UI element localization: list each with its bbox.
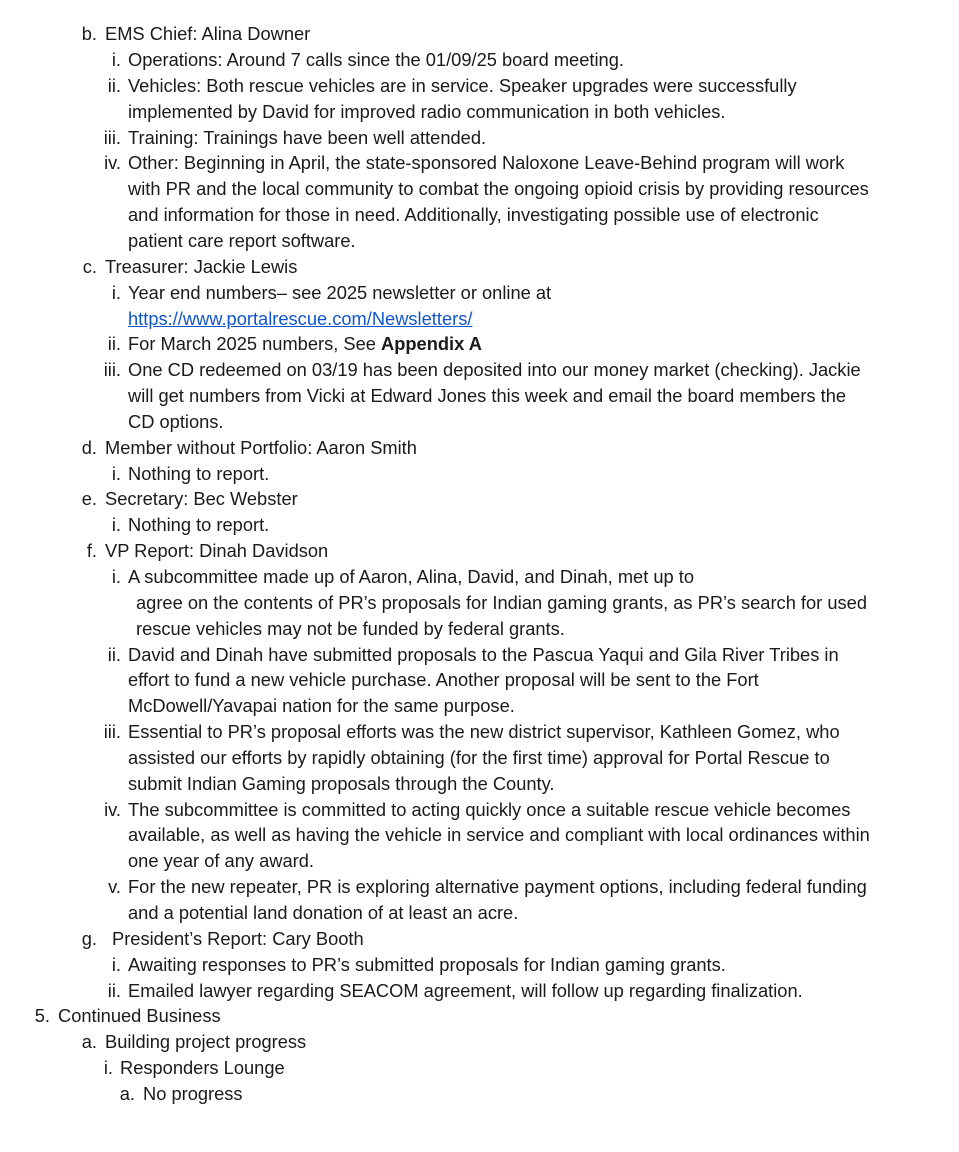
list-item: Essential to PR’s proposal efforts was the new district supervisor, Kathleen Gomez, who: [128, 721, 840, 742]
list-item: No progress: [143, 1083, 243, 1104]
list-marker: ii.: [107, 644, 121, 665]
list-item: Other: Beginning in April, the state-sponsored Naloxone Leave-Behind program will work: [128, 152, 845, 173]
list-marker: a.: [81, 1031, 97, 1052]
section-heading: Member without Portfolio: Aaron Smith: [105, 437, 417, 458]
list-marker: ii.: [107, 333, 121, 354]
list-marker: c.: [82, 256, 97, 277]
list-marker: v.: [108, 876, 121, 897]
list-marker: e.: [81, 488, 97, 509]
list-marker: g.: [81, 928, 97, 949]
list-marker: ii.: [107, 75, 121, 96]
list-marker: i.: [111, 282, 121, 303]
list-marker: i.: [103, 1057, 113, 1078]
list-item: Training: Trainings have been well attended.: [128, 127, 487, 148]
list-item: Emailed lawyer regarding SEACOM agreement, will follow up regarding finalization.: [128, 980, 803, 1001]
section-heading: President’s Report: Cary Booth: [112, 928, 364, 949]
list-item-continuation: McDowell/Yavapai nation for the same purpose.: [128, 695, 515, 716]
list-item-continuation: CD options.: [128, 411, 224, 432]
list-item: Awaiting responses to PR’s submitted proposals for Indian gaming grants.: [128, 954, 726, 975]
list-item: Operations: Around 7 calls since the 01/09/25 board meeting.: [128, 49, 624, 70]
newsletters-link[interactable]: https://www.portalrescue.com/Newsletters/: [128, 308, 473, 329]
list-marker: i.: [111, 49, 121, 70]
list-item-continuation: assisted our efforts by rapidly obtaining (for the first time) approval for Portal Rescue to: [128, 747, 830, 768]
list-item: Nothing to report.: [128, 463, 270, 484]
list-item: The subcommittee is committed to acting quickly once a suitable rescue vehicle becomes: [128, 799, 851, 820]
list-item: Building project progress: [105, 1031, 307, 1052]
list-marker: b.: [81, 23, 97, 44]
list-marker: a.: [119, 1083, 135, 1104]
list-marker: iv.: [104, 799, 121, 820]
list-item: Responders Lounge: [120, 1057, 285, 1078]
section-heading: Secretary: Bec Webster: [105, 488, 298, 509]
list-item-continuation: [128, 306, 472, 332]
list-marker: i.: [111, 566, 121, 587]
list-item-continuation: patient care report software.: [128, 230, 356, 251]
section-heading: EMS Chief: Alina Downer: [105, 23, 311, 44]
list-item-text: For March 2025 numbers, See: [128, 333, 382, 354]
list-item: A subcommittee made up of Aaron, Alina, David, and Dinah, met up to: [128, 566, 695, 587]
list-item-continuation: will get numbers from Vicki at Edward Jones this week and email the board members the: [128, 385, 847, 406]
list-item-continuation: implemented by David for improved radio communication in both vehicles.: [128, 101, 726, 122]
list-item-continuation: effort to fund a new vehicle purchase. Another proposal will be sent to the Fort: [128, 669, 759, 690]
list-item-continuation: rescue vehicles may not be funded by federal grants.: [136, 618, 565, 639]
list-marker: iv.: [104, 152, 121, 173]
list-item: David and Dinah have submitted proposals to the Pascua Yaqui and Gila River Tribes in: [128, 644, 839, 665]
list-marker: iii.: [103, 127, 121, 148]
list-marker: iii.: [103, 721, 121, 742]
list-marker: f.: [86, 540, 97, 561]
list-item-continuation: available, as well as having the vehicle in service and compliant with local ordinances within: [128, 824, 870, 845]
section-heading: Continued Business: [58, 1005, 221, 1026]
list-marker: i.: [111, 463, 121, 484]
list-item-continuation: submit Indian Gaming proposals through the County.: [128, 773, 555, 794]
list-marker: i.: [111, 954, 121, 975]
appendix-reference: Appendix A: [381, 333, 482, 354]
section-heading: VP Report: Dinah Davidson: [105, 540, 329, 561]
list-item-continuation: agree on the contents of PR’s proposals for Indian gaming grants, as PR’s search for used: [136, 592, 867, 613]
list-item: Year end numbers– see 2025 newsletter or online at: [128, 282, 552, 303]
list-marker: 5.: [34, 1005, 50, 1026]
section-heading: Treasurer: Jackie Lewis: [105, 256, 298, 277]
list-item-continuation: with PR and the local community to combat the ongoing opioid crisis by providing resources: [128, 178, 869, 199]
list-item: One CD redeemed on 03/19 has been deposited into our money market (checking). Jackie: [128, 359, 861, 380]
list-item-continuation: and a potential land donation of at least an acre.: [128, 902, 519, 923]
list-item: [128, 331, 482, 357]
list-item: Vehicles: Both rescue vehicles are in service. Speaker upgrades were successfully: [128, 75, 797, 96]
list-item-continuation: and information for those in need. Additionally, investigating possible use of electronic: [128, 204, 819, 225]
list-marker: iii.: [103, 359, 121, 380]
list-item: For the new repeater, PR is exploring alternative payment options, including federal funding: [128, 876, 867, 897]
list-marker: d.: [81, 437, 97, 458]
list-item-continuation: one year of any award.: [128, 850, 314, 871]
list-marker: i.: [111, 514, 121, 535]
list-item: Nothing to report.: [128, 514, 270, 535]
list-marker: ii.: [107, 980, 121, 1001]
